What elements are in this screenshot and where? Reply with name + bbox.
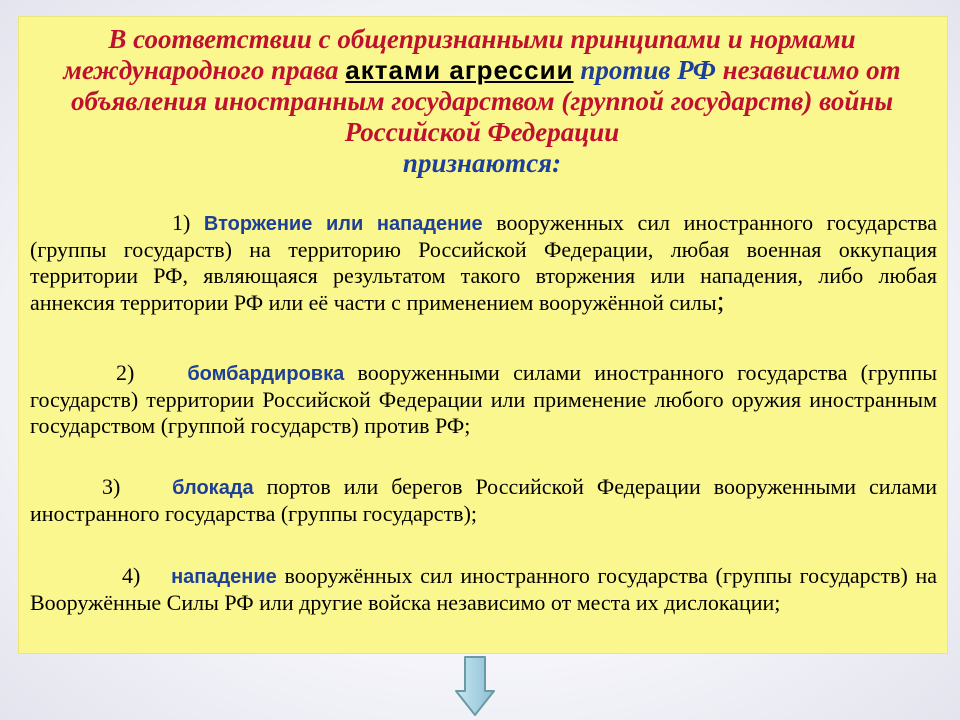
item-text: вооруженными силами иностранного государства (группы государств) территории Российской Федерации или применение любого оружия иностранным государством (группой государств) против РФ; xyxy=(30,360,938,438)
item-text: портов или берегов Российской Федерации вооруженными силами иностранного государства (группы государств); xyxy=(30,474,938,526)
item-end: ; xyxy=(716,286,725,317)
heading-part-4: признаются: xyxy=(402,148,562,178)
list-item-4 xyxy=(30,563,937,616)
list-item-1 xyxy=(30,210,937,316)
item-text: вооружённых сил иностранного государства (группы государств) на Вооружённые Силы РФ или другие войска независимо от места их дислокации; xyxy=(30,563,938,615)
list-item-2 xyxy=(30,360,937,439)
heading-emphasis: актами агрессии xyxy=(345,55,574,85)
heading-part-2: против РФ xyxy=(573,55,716,85)
slide-heading xyxy=(30,24,934,179)
item-keyword: бомбардировка xyxy=(187,363,345,385)
arrow-down-icon xyxy=(454,655,496,717)
list-item-3 xyxy=(30,474,937,527)
item-number: 4) xyxy=(122,563,141,588)
item-text: вооруженных сил иностранного государства (группы государств) на территорию Российской Федерации, любая военная оккупация территории РФ, являющаяся результатом такого вторжения или нападения, либо любая аннексия территории РФ или её части с применением вооружённой силы xyxy=(30,210,937,315)
item-number: 2) xyxy=(116,360,135,385)
item-number: 3) xyxy=(102,474,121,499)
item-keyword: нападение xyxy=(171,566,277,588)
heading-part-1: В соответствии с общепризнанными принципами и нормами международного права xyxy=(63,24,856,85)
item-keyword: блокада xyxy=(172,477,254,499)
item-keyword: Вторжение или нападение xyxy=(203,213,483,235)
heading-part-3: независимо от объявления иностранным государством (группой государств) войны Российской Федерации xyxy=(70,55,901,147)
item-number: 1) xyxy=(172,210,191,235)
